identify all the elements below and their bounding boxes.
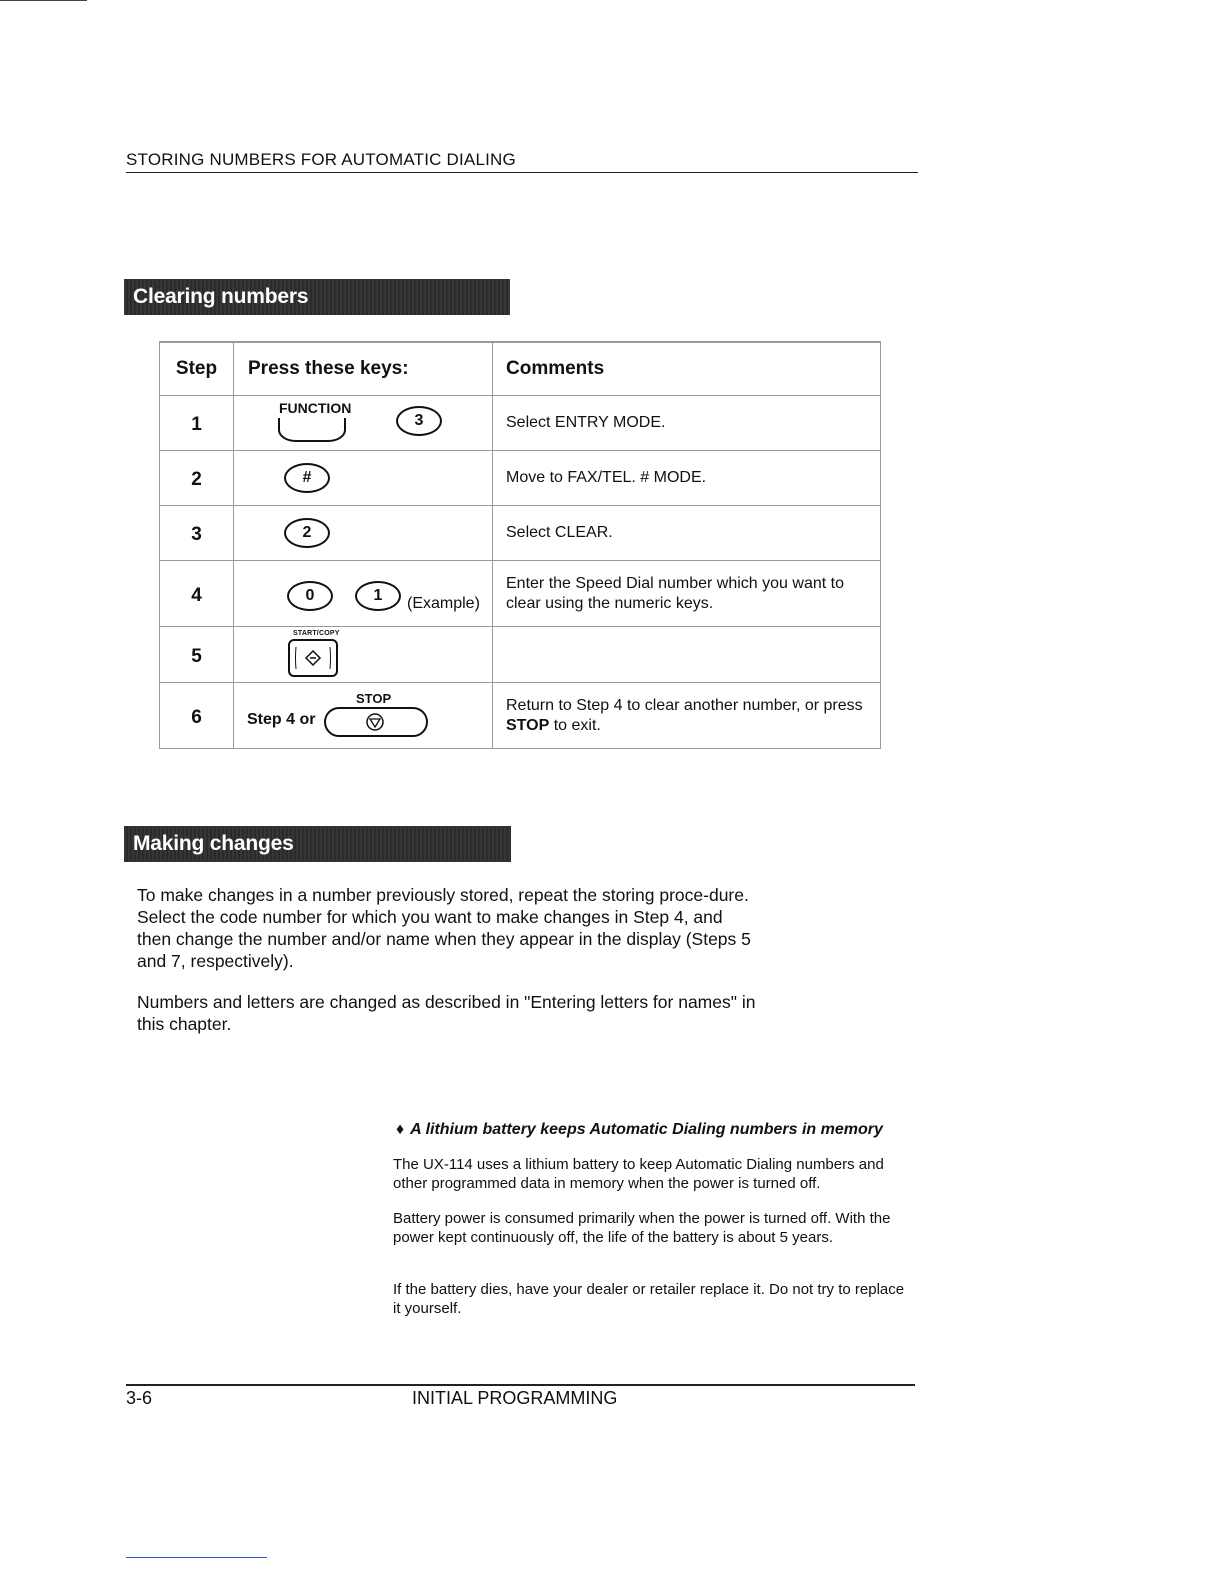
keys-cell (234, 506, 493, 561)
keys-cell (234, 451, 493, 506)
keys-cell (234, 396, 493, 451)
top-edge-rule (0, 0, 87, 1)
making-changes-paragraph-1: To make changes in a number previously stored, repeat the storing proce-dure. Select the code number for which you want to make changes in Step 4, and then change the number and/or name when they appear in the display (Steps 5 and 7, respectively). (137, 885, 751, 971)
header-step: Step (160, 342, 234, 396)
comment-cell: Move to FAX/TEL. # MODE. (493, 451, 881, 506)
table-row (160, 396, 881, 451)
table-row (160, 627, 881, 683)
step-number: 2 (160, 451, 234, 506)
step-number: 3 (160, 506, 234, 561)
key-2-icon: 2 (284, 518, 330, 548)
keys-cell (234, 683, 493, 749)
diamond-bullet-icon: ♦ (396, 1121, 405, 1138)
stop-symbol-icon (326, 709, 426, 735)
hash-key-icon: # (284, 463, 330, 493)
key-3-icon: 3 (396, 406, 442, 436)
function-key-icon (278, 418, 346, 442)
step-number: 4 (160, 561, 234, 627)
making-changes-paragraph-2: Numbers and letters are changed as described in "Entering letters for names" in this chapter. (137, 992, 756, 1034)
chapter-title: INITIAL PROGRAMMING (412, 1388, 618, 1408)
page-number: 3-6 (126, 1388, 153, 1408)
example-label: (Example) (407, 595, 480, 612)
footer-rule (126, 1384, 915, 1386)
comment-cell (493, 627, 881, 683)
comment-cell: Enter the Speed Dial number which you want to clear using the numeric keys. (493, 561, 881, 627)
start-copy-label: START/COPY (293, 630, 340, 637)
table-row (160, 451, 881, 506)
key-1-icon: 1 (355, 581, 401, 611)
step-number: 5 (160, 627, 234, 683)
table-row (160, 683, 881, 749)
comment-cell: Select ENTRY MODE. (493, 396, 881, 451)
table-row (160, 561, 881, 627)
battery-note-p2: Battery power is consumed primarily when the power is turned off. With the power kept continuously off, the life of the battery is about 5 years. (393, 1210, 891, 1246)
step-number: 1 (160, 396, 234, 451)
comment-cell: Select CLEAR. (493, 506, 881, 561)
table-row (160, 506, 881, 561)
step-number: 6 (160, 683, 234, 749)
start-diamond-icon (290, 641, 336, 675)
stop-key-label: STOP (356, 691, 392, 706)
battery-note-p3: If the battery dies, have your dealer or retailer replace it. Do not try to replace it yourself. (393, 1281, 905, 1317)
start-copy-key-icon (288, 639, 338, 677)
clearing-steps-table (159, 341, 881, 749)
clearing-numbers-banner: Clearing numbers (124, 279, 510, 315)
step4-or-label: Step 4 or (247, 711, 316, 728)
section-header: STORING NUMBERS FOR AUTOMATIC DIALING (126, 150, 516, 169)
battery-note-title: ♦ A lithium battery keeps Automatic Dialing numbers in memory (396, 1121, 883, 1138)
header-keys: Press these keys: (234, 342, 493, 396)
header-comments: Comments (493, 342, 881, 396)
comment-cell: Return to Step 4 to clear another number, or press STOP to exit. (493, 683, 881, 749)
battery-note-p1: The UX-114 uses a lithium battery to keep Automatic Dialing numbers and other programmed data in memory when the power is turned off. (393, 1156, 884, 1192)
key-0-icon: 0 (287, 581, 333, 611)
making-changes-banner: Making changes (124, 826, 511, 862)
function-key-label: FUNCTION (279, 400, 352, 416)
table-header-row (160, 342, 881, 396)
keys-cell (234, 627, 493, 683)
header-rule (126, 172, 918, 173)
stop-key-icon (324, 707, 428, 737)
keys-cell (234, 561, 493, 627)
bottom-link-rule (126, 1557, 267, 1558)
